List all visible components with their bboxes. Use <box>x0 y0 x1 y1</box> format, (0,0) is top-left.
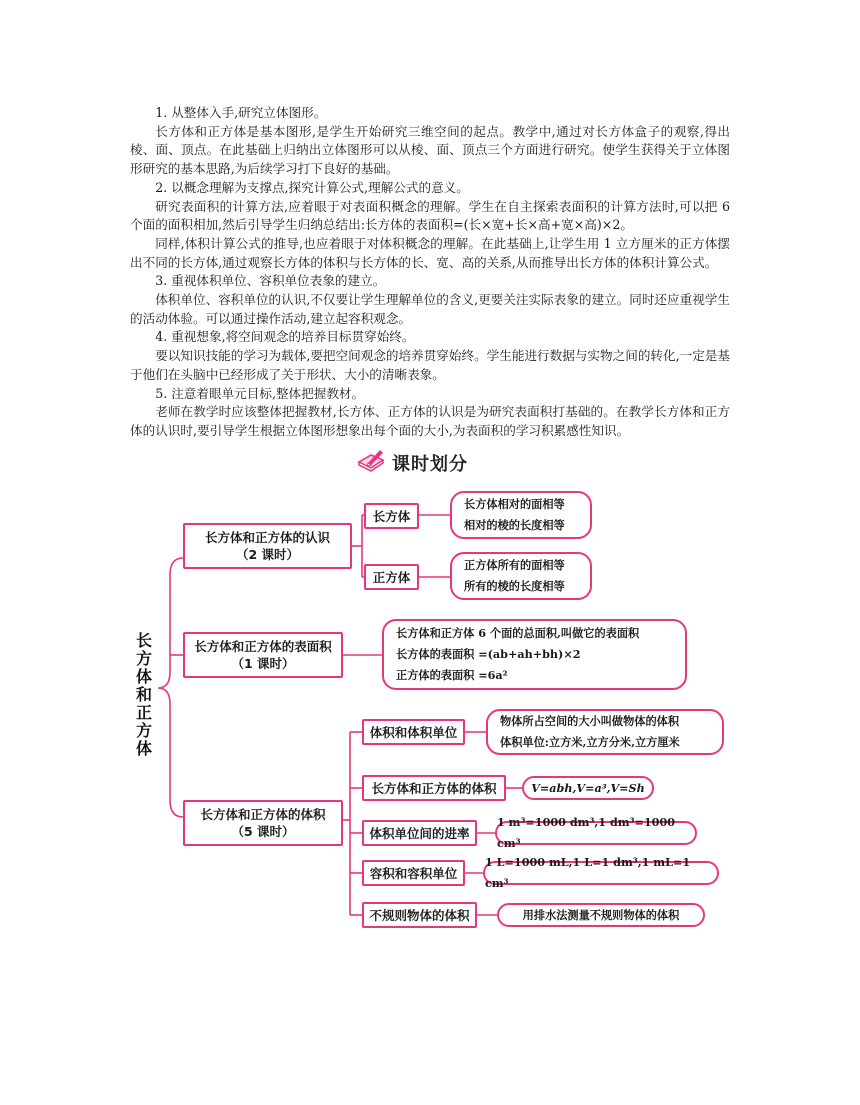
paragraph: 5. 注意着眼单元目标,整体把握教材。 <box>155 385 365 401</box>
branch-lessons: （5 课时） <box>231 824 295 839</box>
paragraph: 老师在教学时应该整体把握教材,长方体、正方体的认识是为研究表面积打基础的。在教学长方体和正方体的认识时,要引导学生根据立体图形想象出每个面的大小,为表面积的学习积累感性知识。 <box>130 404 730 438</box>
node-label: 不规则物体的体积 <box>369 907 470 923</box>
pencil-book-icon <box>356 448 386 478</box>
section-heading <box>356 448 468 478</box>
node-cube <box>364 564 419 590</box>
node-label: 体积和体积单位 <box>369 724 458 740</box>
volume-formula-description <box>522 776 654 800</box>
description-line: 用排水法测量不规则物体的体积 <box>522 907 680 922</box>
description-line: 所有的棱的长度相等 <box>464 579 565 593</box>
node-volume-formula <box>362 775 506 801</box>
description-line: 长方体和正方体 6 个面的总面积,叫做它的表面积 <box>396 626 640 640</box>
description-line: 1 L=1000 mL,1 L=1 dm³,1 mL=1 cm³ <box>485 855 691 890</box>
node-label: 长方体和正方体的体积 <box>371 780 497 796</box>
paragraph: 研究表面积的计算方法,应着眼于对表面积概念的理解。学生在自主探索表面积的计算方法时,可以把 6 个面的面积相加,然后引导学生归纳总结出:长方体的表面积=(长×宽+长×高+宽×高)×2。 <box>130 198 730 233</box>
branch-title: 长方体和正方体的表面积 <box>194 639 332 654</box>
branch-lessons: （2 课时） <box>235 547 300 562</box>
description-line: 正方体所有的面相等 <box>464 558 565 572</box>
branch-lessons: （1 课时） <box>231 656 295 671</box>
cuboid-description <box>450 491 592 539</box>
unit-conversion-description <box>495 815 697 850</box>
paragraph: 2. 以概念理解为支撑点,探究计算公式,理解公式的意义。 <box>155 179 469 195</box>
node-unit-conversion <box>362 820 477 846</box>
mindmap-root: 长方体和正方体 <box>135 631 152 758</box>
description-line: 物体所占空间的大小叫做物体的体积 <box>500 714 680 728</box>
irregular-volume-description <box>497 903 705 927</box>
volume-units-description <box>486 709 724 755</box>
description-line: 长方体相对的面相等 <box>464 497 565 511</box>
paragraph: 同样,体积计算公式的推导,也应着眼于对体积概念的理解。在此基础上,让学生用 1 立方厘米的正方体摆出不同的长方体,通过观察长方体的体积与长方体的长、宽、高的关系,从而推导出长方体的体积计算公式。 <box>130 235 730 270</box>
node-label: 正方体 <box>372 569 411 585</box>
node-label: 体积单位间的进率 <box>369 825 470 841</box>
branch-recognition <box>183 523 352 569</box>
paragraph: 3. 重视体积单位、容积单位表象的建立。 <box>155 273 386 289</box>
description-line: V=abh,V=a³,V=Sh <box>531 780 645 795</box>
branch-surface-area <box>183 632 343 678</box>
cube-description <box>450 552 592 600</box>
section-title: 课时划分 <box>392 454 468 475</box>
paragraph: 长方体和正方体是基本图形,是学生开始研究三维空间的起点。教学中,通过对长方体盒子的观察,得出棱、面、顶点。在此基础上归纳出立体图形可以从棱、面、顶点三个方面进行研究。使学生获得关于立体图形研究的基本思路,为后续学习打下良好的基础。 <box>130 123 730 177</box>
teaching-suggestions <box>130 104 730 441</box>
description-line: 相对的棱的长度相等 <box>464 518 565 532</box>
branch-title: 长方体和正方体的认识 <box>204 530 330 545</box>
description-line: 正方体的表面积 =6a² <box>396 668 508 682</box>
node-cuboid <box>364 503 419 529</box>
capacity-units-description <box>483 855 719 890</box>
node-volume-units <box>362 719 465 745</box>
node-capacity-units <box>362 860 465 886</box>
description-line: 长方体的表面积 =(ab+ah+bh)×2 <box>396 647 581 661</box>
description-line: 1 m³=1000 dm³,1 dm³=1000 cm³ <box>497 815 676 850</box>
paragraph: 4. 重视想象,将空间观念的培养目标贯穿始终。 <box>155 329 415 345</box>
paragraph: 1. 从整体入手,研究立体图形。 <box>155 105 327 120</box>
node-label: 长方体 <box>372 508 411 524</box>
paragraph: 要以知识技能的学习为载体,要把空间观念的培养贯穿始终。学生能进行数据与实物之间的转化,一定是基于他们在头脑中已经形成了关于形状、大小的清晰表象。 <box>130 348 730 382</box>
node-label: 容积和容积单位 <box>369 865 458 881</box>
node-irregular-volume <box>362 902 477 928</box>
branch-title: 长方体和正方体的体积 <box>200 807 326 822</box>
description-line: 体积单位:立方米,立方分米,立方厘米 <box>500 735 680 749</box>
paragraph: 体积单位、容积单位的认识,不仅要让学生理解单位的含义,更要关注实际表象的建立。同时还应重视学生的活动体验。可以通过操作活动,建立起容积观念。 <box>130 292 730 326</box>
branch-volume <box>183 800 343 846</box>
surface-area-description <box>382 619 687 690</box>
